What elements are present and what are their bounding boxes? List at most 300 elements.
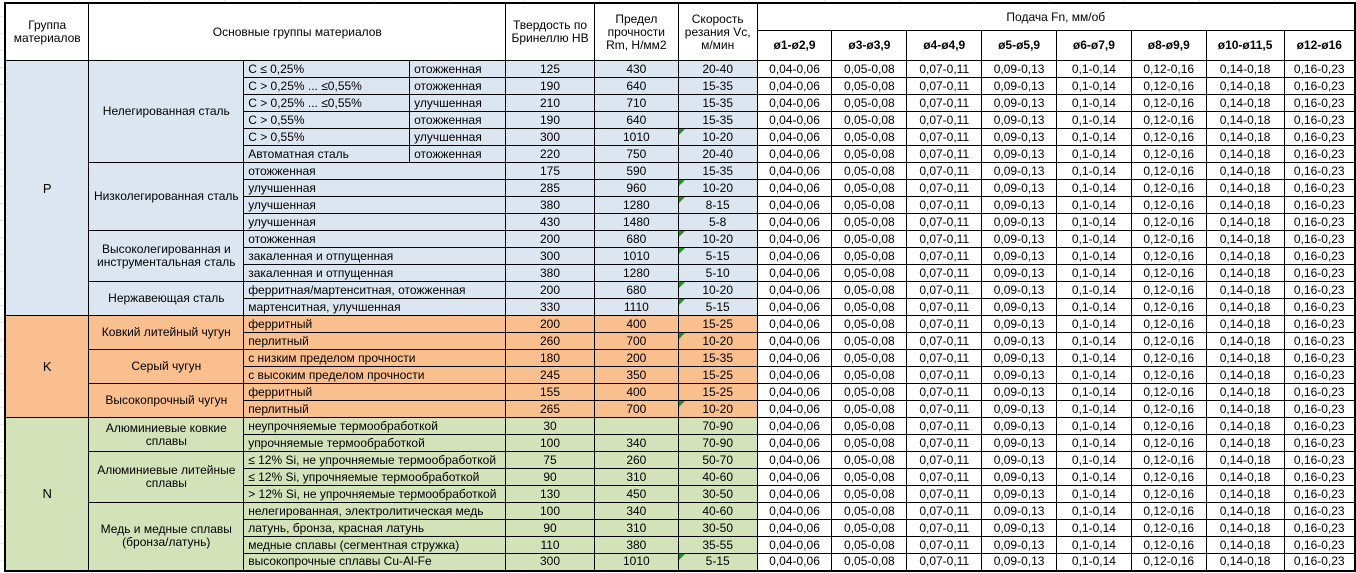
cell-hardness-hb[interactable]: 175 — [506, 163, 595, 180]
cell-feed-value[interactable]: 0,1-0,14 — [1057, 554, 1132, 571]
cell-material-subgroup[interactable]: Алюминиевые ковкие сплавы — [89, 418, 244, 452]
header-feed-col-d6[interactable]: ø6-ø7,9 — [1057, 31, 1132, 61]
cell-feed-value[interactable]: 0,12-0,16 — [1131, 299, 1206, 316]
cell-feed-value[interactable]: 0,05-0,08 — [832, 486, 907, 503]
cell-feed-value[interactable]: 0,09-0,13 — [982, 316, 1057, 333]
cell-feed-value[interactable]: 0,1-0,14 — [1057, 129, 1132, 146]
cell-material-subgroup[interactable]: Высоколегированная и инструментальная сталь — [89, 231, 244, 282]
cell-feed-value[interactable]: 0,1-0,14 — [1057, 384, 1132, 401]
cell-material-detail[interactable]: ≤ 12% Si, не упрочняемые термообработкой — [244, 452, 506, 469]
cell-cutting-speed-vc[interactable]: 20-40 — [678, 61, 757, 78]
cell-feed-value[interactable]: 0,16-0,23 — [1284, 265, 1355, 282]
cell-feed-value[interactable]: 0,05-0,08 — [832, 333, 907, 350]
cell-feed-value[interactable]: 0,14-0,18 — [1206, 248, 1284, 265]
header-brinell-hardness[interactable]: Твердость по Бринеллю HB — [506, 3, 595, 61]
cell-feed-value[interactable]: 0,14-0,18 — [1206, 384, 1284, 401]
cell-feed-value[interactable]: 0,1-0,14 — [1057, 418, 1132, 435]
cell-material-condition[interactable]: отожженная — [410, 112, 506, 129]
cell-feed-value[interactable]: 0,09-0,13 — [982, 469, 1057, 486]
cell-feed-value[interactable]: 0,04-0,06 — [757, 299, 832, 316]
cell-feed-value[interactable]: 0,04-0,06 — [757, 214, 832, 231]
cell-feed-value[interactable]: 0,16-0,23 — [1284, 520, 1355, 537]
cell-material-subgroup[interactable]: Ковкий литейный чугун — [89, 316, 244, 350]
cell-material-subgroup[interactable]: Серый чугун — [89, 350, 244, 384]
cell-feed-value[interactable]: 0,05-0,08 — [832, 367, 907, 384]
cell-feed-value[interactable]: 0,07-0,11 — [907, 520, 982, 537]
cell-feed-value[interactable]: 0,16-0,23 — [1284, 503, 1355, 520]
cell-feed-value[interactable]: 0,05-0,08 — [832, 503, 907, 520]
cell-feed-value[interactable]: 0,12-0,16 — [1131, 367, 1206, 384]
cell-feed-value[interactable]: 0,05-0,08 — [832, 316, 907, 333]
cell-material-detail[interactable]: C > 0,25% ... ≤0,55% — [244, 95, 410, 112]
cell-hardness-hb[interactable]: 125 — [506, 61, 595, 78]
cell-cutting-speed-vc[interactable]: 5-10 — [678, 265, 757, 282]
cell-feed-value[interactable]: 0,1-0,14 — [1057, 367, 1132, 384]
cell-hardness-hb[interactable]: 90 — [506, 520, 595, 537]
cell-feed-value[interactable]: 0,07-0,11 — [907, 486, 982, 503]
cell-feed-value[interactable]: 0,09-0,13 — [982, 401, 1057, 418]
header-feed-col-d10[interactable]: ø10-ø11,5 — [1206, 31, 1284, 61]
cell-material-detail[interactable]: неупрочняемые термообработкой — [244, 418, 506, 435]
cell-feed-value[interactable]: 0,16-0,23 — [1284, 418, 1355, 435]
cell-strength-rm[interactable]: 430 — [594, 61, 678, 78]
cell-feed-value[interactable]: 0,12-0,16 — [1131, 282, 1206, 299]
cell-feed-value[interactable]: 0,14-0,18 — [1206, 537, 1284, 554]
cell-feed-value[interactable]: 0,07-0,11 — [907, 197, 982, 214]
cell-feed-value[interactable]: 0,16-0,23 — [1284, 350, 1355, 367]
cell-strength-rm[interactable]: 680 — [594, 282, 678, 299]
cell-material-subgroup[interactable]: Высокопрочный чугун — [89, 384, 244, 418]
cell-feed-value[interactable]: 0,14-0,18 — [1206, 435, 1284, 452]
cell-feed-value[interactable]: 0,05-0,08 — [832, 112, 907, 129]
cell-hardness-hb[interactable]: 200 — [506, 231, 595, 248]
cell-feed-value[interactable]: 0,16-0,23 — [1284, 435, 1355, 452]
cell-feed-value[interactable]: 0,04-0,06 — [757, 316, 832, 333]
cell-feed-value[interactable]: 0,1-0,14 — [1057, 214, 1132, 231]
header-feed-col-d8[interactable]: ø8-ø9,9 — [1131, 31, 1206, 61]
cell-feed-value[interactable]: 0,07-0,11 — [907, 214, 982, 231]
cell-feed-value[interactable]: 0,1-0,14 — [1057, 61, 1132, 78]
cell-strength-rm[interactable]: 680 — [594, 231, 678, 248]
cell-feed-value[interactable]: 0,05-0,08 — [832, 299, 907, 316]
cell-hardness-hb[interactable]: 155 — [506, 384, 595, 401]
cell-feed-value[interactable]: 0,1-0,14 — [1057, 197, 1132, 214]
cell-hardness-hb[interactable]: 430 — [506, 214, 595, 231]
cell-strength-rm[interactable]: 1010 — [594, 248, 678, 265]
cell-feed-value[interactable]: 0,16-0,23 — [1284, 112, 1355, 129]
cell-feed-value[interactable]: 0,14-0,18 — [1206, 163, 1284, 180]
cell-feed-value[interactable]: 0,09-0,13 — [982, 197, 1057, 214]
cell-feed-value[interactable]: 0,05-0,08 — [832, 265, 907, 282]
cell-feed-value[interactable]: 0,12-0,16 — [1131, 503, 1206, 520]
cell-feed-value[interactable]: 0,07-0,11 — [907, 163, 982, 180]
cell-feed-value[interactable]: 0,07-0,11 — [907, 384, 982, 401]
cell-material-subgroup[interactable]: Нержавеющая сталь — [89, 282, 244, 316]
cell-feed-value[interactable]: 0,05-0,08 — [832, 248, 907, 265]
cell-feed-value[interactable]: 0,12-0,16 — [1131, 248, 1206, 265]
cell-material-group[interactable]: K — [5, 316, 89, 418]
cell-feed-value[interactable]: 0,12-0,16 — [1131, 537, 1206, 554]
cell-feed-value[interactable]: 0,16-0,23 — [1284, 333, 1355, 350]
cell-hardness-hb[interactable]: 245 — [506, 367, 595, 384]
cell-cutting-speed-vc[interactable]: 10-20 — [678, 180, 757, 197]
cell-feed-value[interactable]: 0,04-0,06 — [757, 61, 832, 78]
cell-hardness-hb[interactable]: 300 — [506, 129, 595, 146]
cell-feed-value[interactable]: 0,1-0,14 — [1057, 316, 1132, 333]
cell-feed-value[interactable]: 0,16-0,23 — [1284, 163, 1355, 180]
cell-feed-value[interactable]: 0,09-0,13 — [982, 418, 1057, 435]
cell-cutting-speed-vc[interactable]: 30-50 — [678, 520, 757, 537]
cell-feed-value[interactable]: 0,1-0,14 — [1057, 452, 1132, 469]
cell-material-subgroup[interactable]: Нелегированная сталь — [89, 61, 244, 163]
cell-material-detail[interactable]: Автоматная сталь — [244, 146, 410, 163]
cell-feed-value[interactable]: 0,04-0,06 — [757, 112, 832, 129]
cell-feed-value[interactable]: 0,04-0,06 — [757, 282, 832, 299]
cell-feed-value[interactable]: 0,12-0,16 — [1131, 129, 1206, 146]
cell-feed-value[interactable]: 0,12-0,16 — [1131, 146, 1206, 163]
cell-material-detail[interactable]: C > 0,55% — [244, 129, 410, 146]
cell-material-detail[interactable]: отожженная — [244, 231, 506, 248]
cell-feed-value[interactable]: 0,14-0,18 — [1206, 197, 1284, 214]
cell-feed-value[interactable]: 0,16-0,23 — [1284, 129, 1355, 146]
cell-cutting-speed-vc[interactable]: 20-40 — [678, 146, 757, 163]
cell-feed-value[interactable]: 0,14-0,18 — [1206, 231, 1284, 248]
cell-feed-value[interactable]: 0,04-0,06 — [757, 537, 832, 554]
cell-material-condition[interactable]: отожженная — [410, 78, 506, 95]
cell-feed-value[interactable]: 0,1-0,14 — [1057, 282, 1132, 299]
cell-material-detail[interactable]: улучшенная — [244, 180, 506, 197]
cell-feed-value[interactable]: 0,07-0,11 — [907, 333, 982, 350]
cell-feed-value[interactable]: 0,07-0,11 — [907, 537, 982, 554]
cell-feed-value[interactable]: 0,12-0,16 — [1131, 520, 1206, 537]
cell-feed-value[interactable]: 0,1-0,14 — [1057, 435, 1132, 452]
cell-feed-value[interactable]: 0,05-0,08 — [832, 537, 907, 554]
cell-hardness-hb[interactable]: 180 — [506, 350, 595, 367]
cell-feed-value[interactable]: 0,1-0,14 — [1057, 520, 1132, 537]
cell-feed-value[interactable]: 0,09-0,13 — [982, 367, 1057, 384]
cell-feed-value[interactable]: 0,09-0,13 — [982, 180, 1057, 197]
cell-feed-value[interactable]: 0,1-0,14 — [1057, 180, 1132, 197]
cell-feed-value[interactable]: 0,12-0,16 — [1131, 452, 1206, 469]
header-feed-col-d12[interactable]: ø12-ø16 — [1284, 31, 1355, 61]
cell-feed-value[interactable]: 0,04-0,06 — [757, 384, 832, 401]
cell-feed-value[interactable]: 0,09-0,13 — [982, 78, 1057, 95]
cell-feed-value[interactable]: 0,12-0,16 — [1131, 214, 1206, 231]
cell-feed-value[interactable]: 0,12-0,16 — [1131, 231, 1206, 248]
cell-feed-value[interactable]: 0,16-0,23 — [1284, 316, 1355, 333]
cell-feed-value[interactable]: 0,04-0,06 — [757, 129, 832, 146]
cell-feed-value[interactable]: 0,04-0,06 — [757, 248, 832, 265]
cell-material-detail[interactable]: латунь, бронза, красная латунь — [244, 520, 506, 537]
cell-feed-value[interactable]: 0,07-0,11 — [907, 401, 982, 418]
cell-cutting-speed-vc[interactable]: 15-35 — [678, 95, 757, 112]
cell-hardness-hb[interactable]: 300 — [506, 554, 595, 571]
cell-material-condition[interactable]: отожженная — [410, 61, 506, 78]
cell-feed-value[interactable]: 0,09-0,13 — [982, 282, 1057, 299]
cell-feed-value[interactable]: 0,09-0,13 — [982, 503, 1057, 520]
cell-feed-value[interactable]: 0,07-0,11 — [907, 282, 982, 299]
cell-feed-value[interactable]: 0,09-0,13 — [982, 333, 1057, 350]
cell-hardness-hb[interactable]: 330 — [506, 299, 595, 316]
cell-feed-value[interactable]: 0,05-0,08 — [832, 554, 907, 571]
cell-feed-value[interactable]: 0,12-0,16 — [1131, 401, 1206, 418]
cell-feed-value[interactable]: 0,07-0,11 — [907, 61, 982, 78]
cell-feed-value[interactable]: 0,04-0,06 — [757, 146, 832, 163]
cell-feed-value[interactable]: 0,1-0,14 — [1057, 248, 1132, 265]
cell-feed-value[interactable]: 0,05-0,08 — [832, 95, 907, 112]
cell-cutting-speed-vc[interactable]: 10-20 — [678, 129, 757, 146]
cell-feed-value[interactable]: 0,04-0,06 — [757, 163, 832, 180]
cell-feed-value[interactable]: 0,1-0,14 — [1057, 469, 1132, 486]
cell-feed-value[interactable]: 0,14-0,18 — [1206, 180, 1284, 197]
cell-cutting-speed-vc[interactable]: 35-55 — [678, 537, 757, 554]
cell-feed-value[interactable]: 0,16-0,23 — [1284, 78, 1355, 95]
cell-strength-rm[interactable]: 1010 — [594, 129, 678, 146]
cell-feed-value[interactable]: 0,04-0,06 — [757, 367, 832, 384]
cell-cutting-speed-vc[interactable]: 15-25 — [678, 367, 757, 384]
cell-feed-value[interactable]: 0,1-0,14 — [1057, 503, 1132, 520]
cell-material-detail[interactable]: нелегированная, электролитическая медь — [244, 503, 506, 520]
cell-feed-value[interactable]: 0,05-0,08 — [832, 435, 907, 452]
cell-feed-value[interactable]: 0,07-0,11 — [907, 469, 982, 486]
cell-material-detail[interactable]: упрочняемые термообработкой — [244, 435, 506, 452]
cell-strength-rm[interactable]: 200 — [594, 350, 678, 367]
cell-feed-value[interactable]: 0,12-0,16 — [1131, 469, 1206, 486]
cell-strength-rm[interactable]: 260 — [594, 452, 678, 469]
cell-feed-value[interactable]: 0,14-0,18 — [1206, 282, 1284, 299]
cell-material-detail[interactable]: перлитный — [244, 333, 506, 350]
cell-feed-value[interactable]: 0,04-0,06 — [757, 452, 832, 469]
cell-hardness-hb[interactable]: 300 — [506, 248, 595, 265]
cell-feed-value[interactable]: 0,07-0,11 — [907, 180, 982, 197]
cell-material-detail[interactable]: ферритный — [244, 384, 506, 401]
cell-material-condition[interactable]: отожженная — [410, 146, 506, 163]
cell-feed-value[interactable]: 0,09-0,13 — [982, 554, 1057, 571]
cell-feed-value[interactable]: 0,16-0,23 — [1284, 197, 1355, 214]
cell-feed-value[interactable]: 0,1-0,14 — [1057, 231, 1132, 248]
cell-feed-value[interactable]: 0,04-0,06 — [757, 180, 832, 197]
cell-feed-value[interactable]: 0,07-0,11 — [907, 418, 982, 435]
cell-feed-value[interactable]: 0,14-0,18 — [1206, 316, 1284, 333]
cell-material-detail[interactable]: с высоким пределом прочности — [244, 367, 506, 384]
header-feed-col-d1[interactable]: ø1-ø2,9 — [757, 31, 832, 61]
cell-feed-value[interactable]: 0,09-0,13 — [982, 163, 1057, 180]
cell-feed-value[interactable]: 0,16-0,23 — [1284, 180, 1355, 197]
cell-feed-value[interactable]: 0,04-0,06 — [757, 401, 832, 418]
cell-feed-value[interactable]: 0,1-0,14 — [1057, 299, 1132, 316]
cell-feed-value[interactable]: 0,09-0,13 — [982, 146, 1057, 163]
cell-feed-value[interactable]: 0,07-0,11 — [907, 146, 982, 163]
cell-feed-value[interactable]: 0,16-0,23 — [1284, 231, 1355, 248]
cell-hardness-hb[interactable]: 380 — [506, 265, 595, 282]
cell-feed-value[interactable]: 0,16-0,23 — [1284, 214, 1355, 231]
cell-strength-rm[interactable]: 310 — [594, 520, 678, 537]
cell-feed-value[interactable]: 0,12-0,16 — [1131, 78, 1206, 95]
cell-material-detail[interactable]: > 12% Si, не упрочняемые термообработкой — [244, 486, 506, 503]
header-feed-col-d4[interactable]: ø4-ø4,9 — [907, 31, 982, 61]
cell-material-detail[interactable]: C ≤ 0,25% — [244, 61, 410, 78]
cell-strength-rm[interactable]: 1280 — [594, 197, 678, 214]
cell-material-detail[interactable]: отожженная — [244, 163, 506, 180]
cell-feed-value[interactable]: 0,04-0,06 — [757, 469, 832, 486]
cell-feed-value[interactable]: 0,05-0,08 — [832, 384, 907, 401]
cell-feed-value[interactable]: 0,1-0,14 — [1057, 350, 1132, 367]
cell-cutting-speed-vc[interactable]: 5-15 — [678, 554, 757, 571]
cell-hardness-hb[interactable]: 130 — [506, 486, 595, 503]
cell-feed-value[interactable]: 0,09-0,13 — [982, 214, 1057, 231]
cell-feed-value[interactable]: 0,14-0,18 — [1206, 333, 1284, 350]
cell-feed-value[interactable]: 0,16-0,23 — [1284, 299, 1355, 316]
cell-feed-value[interactable]: 0,04-0,06 — [757, 197, 832, 214]
cell-feed-value[interactable]: 0,14-0,18 — [1206, 78, 1284, 95]
cell-feed-value[interactable]: 0,09-0,13 — [982, 129, 1057, 146]
header-feed-title[interactable]: Подача Fn, мм/об — [757, 3, 1355, 31]
cell-feed-value[interactable]: 0,07-0,11 — [907, 452, 982, 469]
header-feed-col-d3[interactable]: ø3-ø3,9 — [832, 31, 907, 61]
cell-feed-value[interactable]: 0,05-0,08 — [832, 214, 907, 231]
cell-hardness-hb[interactable]: 90 — [506, 469, 595, 486]
cell-feed-value[interactable]: 0,12-0,16 — [1131, 112, 1206, 129]
cell-feed-value[interactable]: 0,05-0,08 — [832, 520, 907, 537]
cell-material-detail[interactable]: C > 0,55% — [244, 112, 410, 129]
cell-feed-value[interactable]: 0,09-0,13 — [982, 112, 1057, 129]
cell-feed-value[interactable]: 0,1-0,14 — [1057, 401, 1132, 418]
cell-feed-value[interactable]: 0,14-0,18 — [1206, 520, 1284, 537]
cell-feed-value[interactable]: 0,16-0,23 — [1284, 367, 1355, 384]
cell-feed-value[interactable]: 0,16-0,23 — [1284, 282, 1355, 299]
cell-feed-value[interactable]: 0,12-0,16 — [1131, 418, 1206, 435]
cell-material-condition[interactable]: улучшенная — [410, 129, 506, 146]
cell-feed-value[interactable]: 0,07-0,11 — [907, 265, 982, 282]
cell-feed-value[interactable]: 0,04-0,06 — [757, 435, 832, 452]
cell-feed-value[interactable]: 0,16-0,23 — [1284, 146, 1355, 163]
cell-feed-value[interactable]: 0,04-0,06 — [757, 95, 832, 112]
cell-feed-value[interactable]: 0,14-0,18 — [1206, 214, 1284, 231]
cell-feed-value[interactable]: 0,1-0,14 — [1057, 265, 1132, 282]
cell-hardness-hb[interactable]: 260 — [506, 333, 595, 350]
cell-strength-rm[interactable]: 750 — [594, 146, 678, 163]
cell-feed-value[interactable]: 0,04-0,06 — [757, 520, 832, 537]
cell-feed-value[interactable]: 0,05-0,08 — [832, 197, 907, 214]
cell-feed-value[interactable]: 0,1-0,14 — [1057, 333, 1132, 350]
cell-cutting-speed-vc[interactable]: 15-25 — [678, 384, 757, 401]
cell-feed-value[interactable]: 0,05-0,08 — [832, 163, 907, 180]
cell-feed-value[interactable]: 0,14-0,18 — [1206, 146, 1284, 163]
cell-material-condition[interactable]: улучшенная — [410, 95, 506, 112]
cell-hardness-hb[interactable]: 100 — [506, 503, 595, 520]
cell-cutting-speed-vc[interactable]: 15-35 — [678, 163, 757, 180]
cell-feed-value[interactable]: 0,16-0,23 — [1284, 486, 1355, 503]
cell-hardness-hb[interactable]: 100 — [506, 435, 595, 452]
cell-strength-rm[interactable]: 700 — [594, 333, 678, 350]
cell-feed-value[interactable]: 0,05-0,08 — [832, 469, 907, 486]
cell-strength-rm[interactable]: 340 — [594, 435, 678, 452]
cell-feed-value[interactable]: 0,16-0,23 — [1284, 248, 1355, 265]
cell-cutting-speed-vc[interactable]: 40-60 — [678, 503, 757, 520]
cell-material-detail[interactable]: закаленная и отпущенная — [244, 248, 506, 265]
cell-feed-value[interactable]: 0,04-0,06 — [757, 554, 832, 571]
cell-feed-value[interactable]: 0,05-0,08 — [832, 452, 907, 469]
cell-feed-value[interactable]: 0,04-0,06 — [757, 350, 832, 367]
cell-cutting-speed-vc[interactable]: 10-20 — [678, 333, 757, 350]
cell-feed-value[interactable]: 0,12-0,16 — [1131, 265, 1206, 282]
header-main-material-groups[interactable]: Основные группы материалов — [89, 3, 506, 61]
cell-feed-value[interactable]: 0,12-0,16 — [1131, 333, 1206, 350]
cell-feed-value[interactable]: 0,09-0,13 — [982, 435, 1057, 452]
cell-hardness-hb[interactable]: 285 — [506, 180, 595, 197]
cell-feed-value[interactable]: 0,12-0,16 — [1131, 486, 1206, 503]
cell-feed-value[interactable]: 0,12-0,16 — [1131, 95, 1206, 112]
cell-feed-value[interactable]: 0,16-0,23 — [1284, 452, 1355, 469]
cell-material-detail[interactable]: ≤ 12% Si, упрочняемые термообработкой — [244, 469, 506, 486]
cell-strength-rm[interactable]: 310 — [594, 469, 678, 486]
cell-feed-value[interactable]: 0,05-0,08 — [832, 129, 907, 146]
cell-strength-rm[interactable]: 380 — [594, 537, 678, 554]
cell-feed-value[interactable]: 0,09-0,13 — [982, 486, 1057, 503]
cell-feed-value[interactable]: 0,07-0,11 — [907, 554, 982, 571]
cell-feed-value[interactable]: 0,16-0,23 — [1284, 554, 1355, 571]
cell-material-detail[interactable]: высокопрочные сплавы Cu-Al-Fe — [244, 554, 506, 571]
cell-strength-rm[interactable]: 1280 — [594, 265, 678, 282]
cell-feed-value[interactable]: 0,05-0,08 — [832, 180, 907, 197]
cell-feed-value[interactable]: 0,14-0,18 — [1206, 486, 1284, 503]
cell-hardness-hb[interactable]: 190 — [506, 78, 595, 95]
cell-feed-value[interactable]: 0,07-0,11 — [907, 350, 982, 367]
cell-feed-value[interactable]: 0,07-0,11 — [907, 231, 982, 248]
cell-feed-value[interactable]: 0,09-0,13 — [982, 248, 1057, 265]
cell-feed-value[interactable]: 0,16-0,23 — [1284, 384, 1355, 401]
cell-feed-value[interactable]: 0,16-0,23 — [1284, 95, 1355, 112]
cell-feed-value[interactable]: 0,14-0,18 — [1206, 367, 1284, 384]
cell-feed-value[interactable]: 0,12-0,16 — [1131, 435, 1206, 452]
header-tensile-strength[interactable]: Предел прочности Rm, Н/мм2 — [594, 3, 678, 61]
cell-feed-value[interactable]: 0,09-0,13 — [982, 384, 1057, 401]
cell-feed-value[interactable]: 0,09-0,13 — [982, 520, 1057, 537]
cell-hardness-hb[interactable]: 200 — [506, 282, 595, 299]
cell-material-detail[interactable]: ферритный — [244, 316, 506, 333]
cell-feed-value[interactable]: 0,1-0,14 — [1057, 537, 1132, 554]
cell-feed-value[interactable]: 0,1-0,14 — [1057, 112, 1132, 129]
cell-cutting-speed-vc[interactable]: 10-20 — [678, 282, 757, 299]
cell-material-detail[interactable]: с низким пределом прочности — [244, 350, 506, 367]
cell-cutting-speed-vc[interactable]: 15-35 — [678, 112, 757, 129]
cell-feed-value[interactable]: 0,04-0,06 — [757, 265, 832, 282]
cell-feed-value[interactable]: 0,07-0,11 — [907, 112, 982, 129]
cell-feed-value[interactable]: 0,09-0,13 — [982, 265, 1057, 282]
cell-cutting-speed-vc[interactable]: 40-60 — [678, 469, 757, 486]
cell-hardness-hb[interactable]: 220 — [506, 146, 595, 163]
cell-feed-value[interactable]: 0,09-0,13 — [982, 537, 1057, 554]
cell-feed-value[interactable]: 0,14-0,18 — [1206, 299, 1284, 316]
cell-cutting-speed-vc[interactable]: 15-35 — [678, 78, 757, 95]
cell-feed-value[interactable]: 0,14-0,18 — [1206, 61, 1284, 78]
cell-feed-value[interactable]: 0,07-0,11 — [907, 95, 982, 112]
cell-feed-value[interactable]: 0,04-0,06 — [757, 78, 832, 95]
cell-feed-value[interactable]: 0,09-0,13 — [982, 61, 1057, 78]
cell-feed-value[interactable]: 0,05-0,08 — [832, 282, 907, 299]
cell-feed-value[interactable]: 0,07-0,11 — [907, 367, 982, 384]
cell-material-subgroup[interactable]: Алюминиевые литейные сплавы — [89, 452, 244, 503]
cell-material-detail[interactable]: закаленная и отпущенная — [244, 265, 506, 282]
cell-hardness-hb[interactable]: 200 — [506, 316, 595, 333]
cell-cutting-speed-vc[interactable]: 70-90 — [678, 418, 757, 435]
cell-feed-value[interactable]: 0,1-0,14 — [1057, 146, 1132, 163]
cell-feed-value[interactable]: 0,1-0,14 — [1057, 78, 1132, 95]
cell-hardness-hb[interactable]: 110 — [506, 537, 595, 554]
header-cutting-speed[interactable]: Скорость резания Vc, м/мин — [678, 3, 757, 61]
header-material-group[interactable]: Группа материалов — [5, 3, 89, 61]
cell-hardness-hb[interactable]: 380 — [506, 197, 595, 214]
